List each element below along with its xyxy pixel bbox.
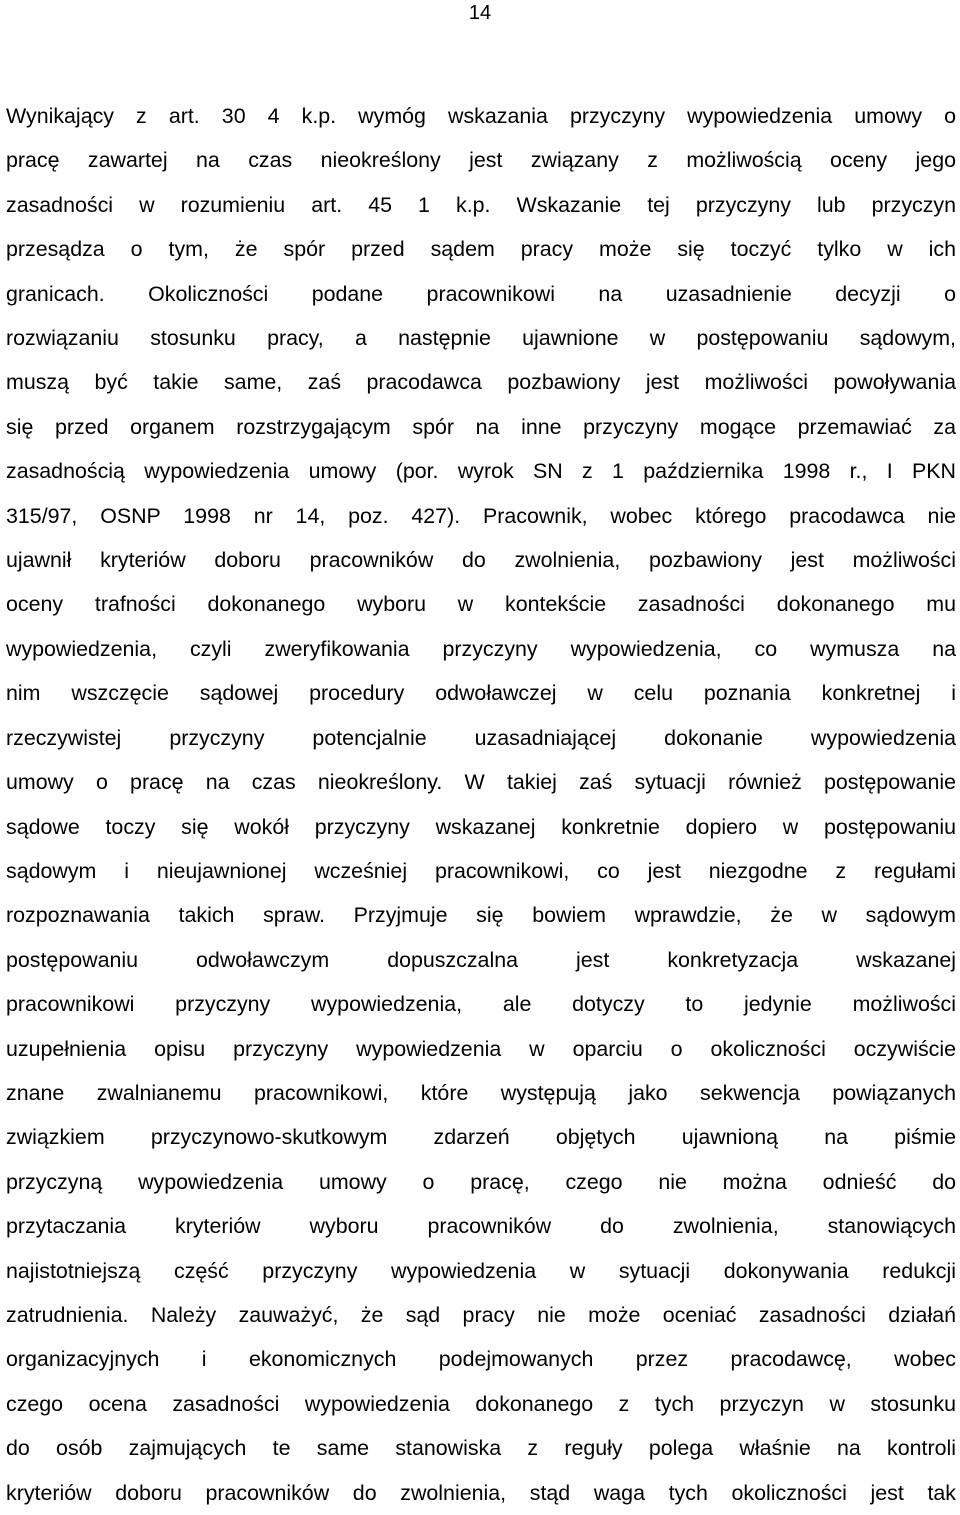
text-line: do osób zajmujących te same stanowiska z reguły polega właśnie na kontroli xyxy=(6,1436,956,1461)
text-line: Wynikający z art. 30 4 k.p. wymóg wskazania przyczyny wypowiedzenia umowy o xyxy=(6,104,956,128)
text-line: związkiem przyczynowo-skutkowym zdarzeń objętych ujawnioną na piśmie xyxy=(6,1125,956,1150)
text-line: wypowiedzenia, czyli zweryfikowania przyczyny wypowiedzenia, co wymusza na xyxy=(6,636,956,661)
text-line: 315/97, OSNP 1998 nr 14, poz. 427). Pracownik, wobec którego pracodawca nie xyxy=(6,503,956,528)
text-line: sądowym i nieujawnionej wcześniej pracownikowi, co jest niezgodne z regułami xyxy=(6,858,956,883)
page-number: 14 xyxy=(468,2,492,24)
text-line: zasadnością wypowiedzenia umowy (por. wyrok SN z 1 października 1998 r., I PKN xyxy=(6,459,956,484)
text-line: postępowaniu odwoławczym dopuszczalna jest konkretyzacja wskazanej xyxy=(6,947,956,972)
text-line: kryteriów doboru pracowników do zwolnienia, stąd waga tych okoliczności jest tak xyxy=(6,1480,956,1505)
text-line: rozpoznawania takich spraw. Przyjmuje się bowiem wprawdzie, że w sądowym xyxy=(6,903,956,928)
text-line: znane zwalnianemu pracownikowi, które występują jako sekwencja powiązanych xyxy=(6,1080,956,1105)
text-line: zasadności w rozumieniu art. 45 1 k.p. Wskazanie tej przyczyny lub przyczyn xyxy=(6,192,956,217)
text-line: czego ocena zasadności wypowiedzenia dokonanego z tych przyczyn w stosunku xyxy=(6,1391,956,1416)
text-line: umowy o pracę na czas nieokreślony. W takiej zaś sytuacji również postępowanie xyxy=(6,770,956,795)
text-line: organizacyjnych i ekonomicznych podejmowanych przez pracodawcę, wobec xyxy=(6,1347,956,1372)
text-line: pracownikowi przyczyny wypowiedzenia, ale dotyczy to jedynie możliwości xyxy=(6,992,956,1017)
text-line: przyczyną wypowiedzenia umowy o pracę, czego nie można odnieść do xyxy=(6,1169,956,1194)
text-line: zatrudnienia. Należy zauważyć, że sąd pracy nie może oceniać zasadności działań xyxy=(6,1302,956,1327)
text-line: przytaczania kryteriów wyboru pracowników do zwolnienia, stanowiących xyxy=(6,1214,956,1239)
text-line: przesądza o tym, że spór przed sądem pracy może się toczyć tylko w ich xyxy=(6,237,956,262)
text-line: najistotniejszą część przyczyny wypowiedzenia w sytuacji dokonywania redukcji xyxy=(6,1258,956,1283)
text-line: ujawnił kryteriów doboru pracowników do zwolnienia, pozbawiony jest możliwości xyxy=(6,548,956,573)
text-line: muszą być takie same, zaś pracodawca pozbawiony jest możliwości powoływania xyxy=(6,370,956,395)
text-line: rzeczywistej przyczyny potencjalnie uzasadniającej dokonanie wypowiedzenia xyxy=(6,725,956,750)
text-line: oceny trafności dokonanego wyboru w kontekście zasadności dokonanego mu xyxy=(6,592,956,617)
body-paragraph xyxy=(6,94,956,1515)
text-line: rozwiązaniu stosunku pracy, a następnie ujawnione w postępowaniu sądowym, xyxy=(6,326,956,351)
text-line: pracę zawartej na czas nieokreślony jest związany z możliwością oceny jego xyxy=(6,148,956,173)
text-line: sądowe toczy się wokół przyczyny wskazanej konkretnie dopiero w postępowaniu xyxy=(6,814,956,839)
text-line: nim wszczęcie sądowej procedury odwoławczej w celu poznania konkretnej i xyxy=(6,681,956,706)
text-line: uzupełnienia opisu przyczyny wypowiedzenia w oparciu o okoliczności oczywiście xyxy=(6,1036,956,1061)
text-line: granicach. Okoliczności podane pracownikowi na uzasadnienie decyzji o xyxy=(6,281,956,306)
text-line: się przed organem rozstrzygającym spór na inne przyczyny mogące przemawiać za xyxy=(6,414,956,439)
